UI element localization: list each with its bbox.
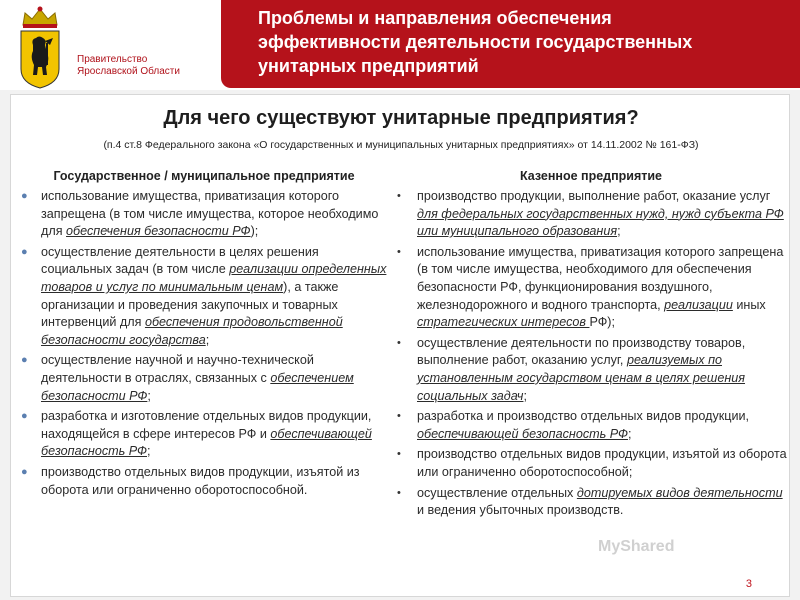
bullet-icon: ● — [21, 410, 28, 423]
government-label-line1: Правительство — [77, 54, 148, 65]
government-label-line2: Ярославской Области — [77, 66, 180, 77]
list-item: ● использование имущества, приватизация которого запрещена (в том числе имущества, которое необходимо для обеспечения безопасности РФ); — [21, 189, 379, 239]
page-number: 3 — [745, 578, 752, 590]
list-item: ● разработка и изготовление отдельных видов продукции, находящейся в сфере интересов РФ и обеспечивающей безопасность РФ; — [21, 409, 372, 459]
list-item: • использование имущества, приватизация которого запрещена (в том числе имущества, необходимого для обеспечения безопасности РФ, функционирования воздушного, железнодорожного и водного транспорта, реализации иных стратегических интересов РФ); — [397, 244, 784, 330]
bullet-icon: • — [397, 448, 401, 461]
list-item: • осуществление деятельности по производству товаров, выполнение работ, оказанию услуг, реализуемых по установленным государством ценам в целях решения социальных задач; — [397, 335, 746, 403]
bullet-icon: ● — [21, 245, 28, 258]
law-reference: (п.4 ст.8 Федерального закона «О государственных и муниципальных унитарных предприятиях» от 14.11.2002 № 161-ФЗ) — [103, 139, 699, 151]
watermark: MyShared — [598, 538, 675, 555]
bullet-icon: ● — [21, 465, 28, 478]
left-column — [19, 188, 389, 502]
bullet-icon: • — [397, 486, 401, 499]
title-banner — [221, 0, 800, 88]
right-column — [395, 188, 789, 523]
list-item: ● осуществление научной и научно-технической деятельности в отраслях, связанных с обеспечением безопасности РФ; — [21, 353, 354, 403]
page-title-line2: эффективности деятельности государственных — [258, 32, 693, 52]
bullet-icon: ● — [21, 354, 28, 367]
list-item: • осуществление отдельных дотируемых видов деятельности и ведения убыточных производств. — [397, 485, 783, 518]
yaroslavl-coat-of-arms-icon — [17, 5, 63, 89]
right-column-heading: Казенное предприятие — [519, 169, 663, 183]
list-item: • производство продукции, выполнение работ, оказание услуг для федеральных государственных нужд, нужд субъекта РФ или муниципального образования; — [397, 189, 784, 239]
left-column-heading: Государственное / муниципальное предприятие — [53, 169, 355, 183]
bullet-icon: • — [397, 336, 401, 349]
bullet-icon: • — [397, 245, 401, 258]
list-item: • разработка и производство отдельных видов продукции, обеспечивающей безопасность РФ; — [397, 409, 750, 441]
list-item: ● осуществление деятельности в целях решения социальных задач (в том числе реализации определенных товаров и услуг по минимальным ценам), а также организации и проведения закупочных и товарных интервенций для обеспечения продовольственной безопасности государства; — [21, 244, 387, 347]
bullet-icon: • — [397, 190, 401, 202]
page-title-line3: унитарных предприятий — [258, 56, 479, 76]
bullet-icon: ● — [21, 190, 28, 202]
question-heading: Для чего существуют унитарные предприятия? — [163, 107, 639, 129]
list-item: • производство отдельных видов продукции, изъятой из оборота или ограниченно оборотоспособной; — [397, 447, 787, 479]
government-label — [77, 54, 217, 78]
bullet-icon: • — [397, 410, 401, 423]
header — [0, 0, 800, 90]
list-item: ● производство отдельных видов продукции, изъятой из оборота или ограниченно оборотоспособной. — [21, 464, 360, 497]
content-panel — [10, 94, 790, 597]
page-title-line1: Проблемы и направления обеспечения — [258, 8, 612, 28]
